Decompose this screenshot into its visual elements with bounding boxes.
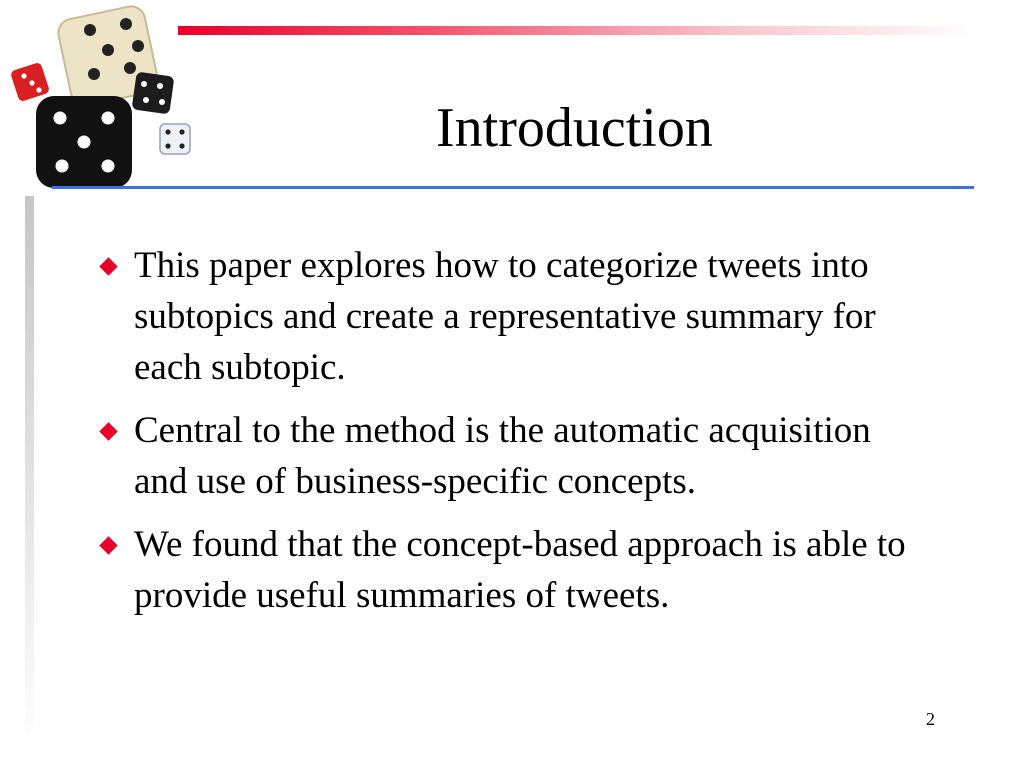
diamond-bullet-icon xyxy=(99,422,117,440)
bullet-item xyxy=(98,405,928,507)
top-accent-bar xyxy=(178,26,978,35)
bullet-item xyxy=(98,519,928,621)
diamond-bullet-icon xyxy=(99,257,117,275)
red-die-icon xyxy=(10,62,50,102)
bullet-text: We found that the concept-based approach is able to provide useful summaries of tweets. xyxy=(134,524,906,616)
bullet-list xyxy=(98,240,928,633)
diamond-bullet-icon xyxy=(99,536,117,554)
large-black-die-icon xyxy=(36,96,132,188)
bullet-item xyxy=(98,240,928,393)
bullet-text: Central to the method is the automatic acquisition and use of business-specific concepts. xyxy=(134,410,871,502)
slide-title: Introduction xyxy=(436,97,713,159)
small-white-die-icon xyxy=(160,124,190,154)
small-black-die-icon xyxy=(132,72,175,115)
dice-icon xyxy=(8,4,198,194)
left-accent-bar xyxy=(25,196,34,748)
title-underline xyxy=(52,186,974,189)
page-number: 2 xyxy=(926,709,935,729)
bullet-text: This paper explores how to categorize tweets into subtopics and create a representative summary for each subtopic. xyxy=(134,245,876,388)
